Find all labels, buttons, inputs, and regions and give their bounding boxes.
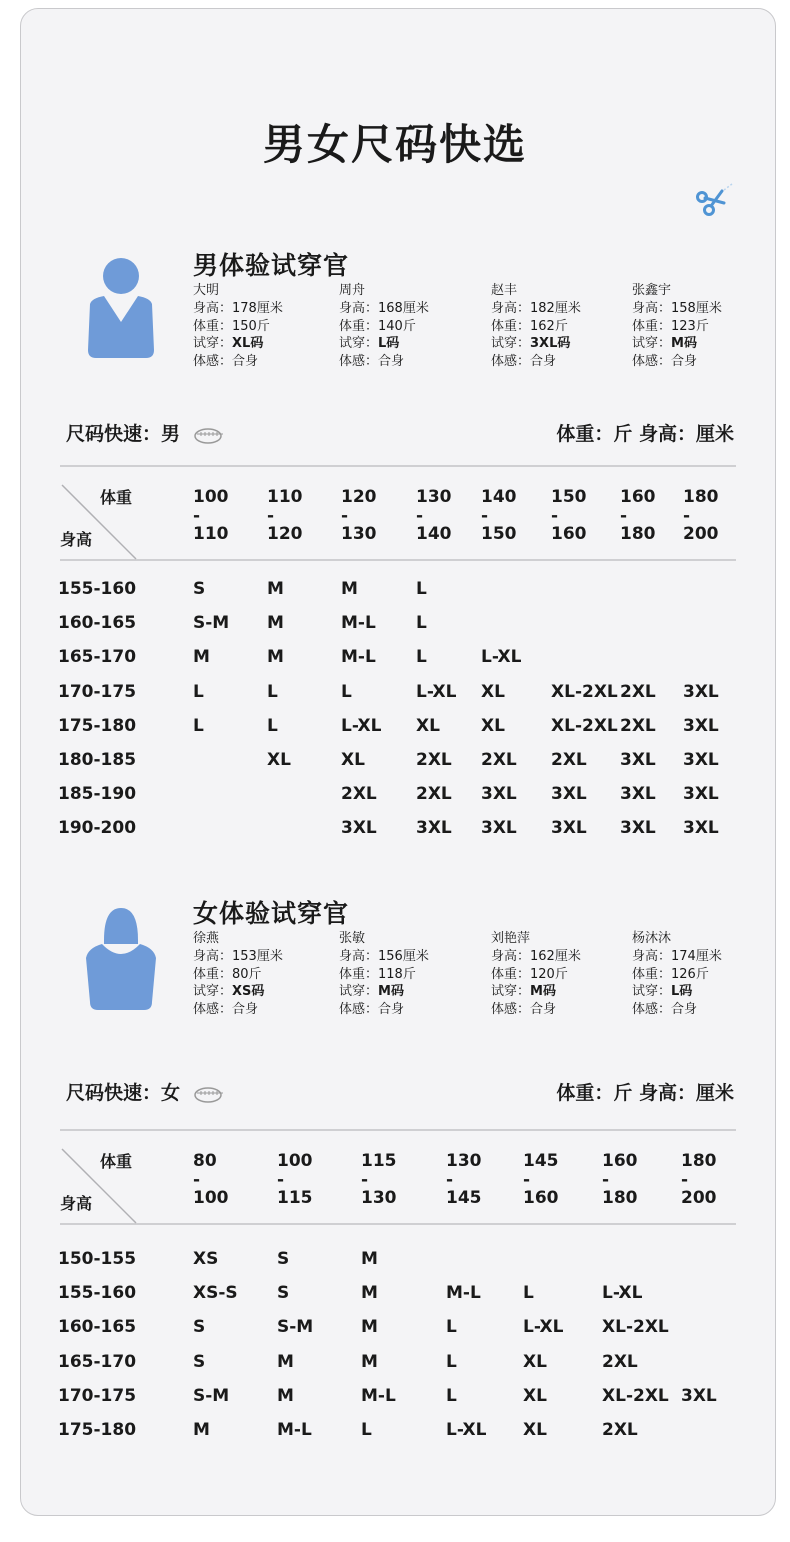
size-cell: 2XL: [416, 750, 452, 770]
size-cell: 2XL: [620, 715, 656, 736]
weight-to: 110: [193, 524, 229, 544]
tester-try-size: [193, 335, 283, 353]
try-prefix: 试穿：: [632, 984, 672, 1000]
tester-height: 身高：156厘米: [339, 948, 429, 964]
weight-dash: -: [446, 1169, 454, 1190]
weight-dash: -: [551, 505, 559, 526]
weight-range-header: [193, 1152, 229, 1208]
weight-dash: -: [193, 505, 201, 526]
weight-from: 180: [683, 487, 719, 507]
weight-to: 160: [551, 524, 587, 544]
weight-to: 140: [416, 524, 452, 544]
size-cell: 3XL: [683, 681, 719, 702]
weight-range-header: [416, 488, 452, 544]
size-cell: M: [193, 1420, 210, 1440]
weight-range-header: [446, 1152, 482, 1208]
weight-to: 120: [267, 524, 303, 544]
weight-range-header: [481, 488, 517, 544]
weight-to: 180: [620, 524, 656, 544]
size-cell: S: [277, 1249, 290, 1269]
try-prefix: 试穿：: [193, 336, 233, 352]
weight-to: 130: [361, 1188, 397, 1208]
tester-weight: 体重：120斤: [491, 966, 568, 982]
tester-name: 大明: [193, 283, 220, 298]
size-cell: XL-2XL: [551, 681, 618, 702]
size-cell: S: [193, 1317, 206, 1338]
height-range-label: 155-160: [58, 579, 137, 599]
weight-to: 160: [523, 1188, 559, 1208]
size-cell: M: [267, 579, 284, 599]
measuring-tape-icon: [193, 1084, 227, 1104]
size-cell: 3XL: [416, 818, 452, 839]
table-top-rule: [60, 465, 736, 467]
weight-range-header: [267, 488, 303, 544]
size-cell: L-XL: [416, 681, 457, 702]
women-quick-row: [0, 1078, 790, 1108]
height-range-label: 180-185: [58, 750, 137, 770]
try-size-value: L码: [671, 984, 693, 1000]
weight-to: 150: [481, 524, 517, 544]
size-cell: 3XL: [683, 750, 719, 770]
tester-try-size: [491, 983, 581, 1001]
size-cell: 3XL: [620, 818, 656, 839]
weight-dash: -: [341, 505, 349, 526]
tester-height: 身高：158厘米: [632, 300, 722, 316]
weight-from: 180: [681, 1151, 717, 1171]
size-cell: XS: [193, 1249, 219, 1269]
weight-to: 145: [446, 1188, 482, 1208]
weight-from: 160: [620, 487, 656, 507]
weight-to: 200: [681, 1188, 717, 1208]
tester-name: 张敏: [339, 931, 366, 946]
weight-from: 130: [446, 1151, 482, 1171]
tester-card: [632, 930, 722, 1019]
tester-feel: 体感：合身: [339, 354, 405, 370]
weight-range-header: [341, 488, 377, 544]
size-cell: M: [361, 1283, 378, 1304]
weight-range-header: [681, 1152, 717, 1208]
size-cell: 2XL: [416, 784, 452, 805]
weight-from: 130: [416, 487, 452, 507]
scissors-icon: [694, 183, 734, 219]
try-size-value: M码: [378, 984, 404, 1000]
female-avatar-icon: [82, 902, 160, 1014]
tester-card: [339, 930, 429, 1019]
tester-feel: 体感：合身: [632, 354, 698, 370]
women-size-table: [60, 1129, 736, 1449]
page-title: 男女尺码快选: [262, 120, 527, 169]
try-prefix: 试穿：: [193, 984, 233, 1000]
size-cell: M: [277, 1385, 294, 1406]
table-header-rule: [60, 1223, 736, 1225]
tester-card: [491, 282, 581, 371]
size-cell: L: [446, 1351, 457, 1372]
tester-feel: 体感：合身: [193, 354, 259, 370]
tester-feel: 体感：合身: [632, 1002, 698, 1018]
size-cell: L: [446, 1317, 457, 1338]
tester-weight: 体重：80斤: [193, 966, 262, 982]
men-units-label: 体重：斤 身高：厘米: [556, 423, 734, 445]
size-cell: L: [193, 715, 204, 736]
tester-name: 刘艳萍: [491, 931, 531, 946]
tester-card: [632, 282, 722, 371]
tester-name: 徐燕: [193, 931, 220, 946]
women-quick-label: 尺码快速：女: [66, 1078, 227, 1105]
weight-range-header: [602, 1152, 638, 1208]
tester-height: 身高：182厘米: [491, 300, 581, 316]
tester-try-size: [491, 335, 581, 353]
size-cell: L-XL: [481, 647, 522, 668]
tester-weight: 体重：126斤: [632, 966, 709, 982]
tester-feel: 体感：合身: [491, 1002, 557, 1018]
size-cell: 3XL: [683, 715, 719, 736]
women-section-title: 女体验试穿官: [193, 899, 350, 928]
size-cell: L-XL: [602, 1283, 643, 1304]
height-range-label: 150-155: [58, 1249, 137, 1269]
tester-weight: 体重：140斤: [339, 318, 416, 334]
tester-try-size: [632, 335, 722, 353]
size-cell: XL-2XL: [602, 1317, 669, 1338]
tester-weight: 体重：150斤: [193, 318, 270, 334]
try-size-value: M码: [671, 336, 697, 352]
size-cell: L-XL: [523, 1317, 564, 1338]
size-cell: 3XL: [551, 784, 587, 805]
male-avatar-icon: [82, 252, 160, 364]
tester-height: 身高：168厘米: [339, 300, 429, 316]
weight-dash: -: [683, 505, 691, 526]
weight-dash: -: [416, 505, 424, 526]
weight-range-header: [361, 1152, 397, 1208]
men-section-title: 男体验试穿官: [193, 251, 350, 280]
size-cell: L-XL: [341, 715, 382, 736]
tester-weight: 体重：162斤: [491, 318, 568, 334]
try-prefix: 试穿：: [339, 336, 379, 352]
try-prefix: 试穿：: [491, 336, 531, 352]
size-cell: 2XL: [602, 1420, 638, 1440]
height-range-label: 170-175: [58, 681, 137, 702]
height-range-label: 155-160: [58, 1283, 137, 1304]
weight-dash: -: [193, 1169, 201, 1190]
weight-range-header: [620, 488, 656, 544]
height-range-label: 175-180: [58, 715, 137, 736]
tester-card: [491, 930, 581, 1019]
size-cell: M-L: [341, 613, 376, 634]
tester-feel: 体感：合身: [491, 354, 557, 370]
size-cell: M: [341, 579, 358, 599]
height-range-label: 185-190: [58, 784, 137, 805]
size-cell: XL: [481, 681, 505, 702]
tester-name: 张鑫宇: [632, 283, 672, 298]
size-cell: M: [267, 647, 284, 668]
weight-to: 130: [341, 524, 377, 544]
size-cell: M-L: [361, 1385, 396, 1406]
table-header-rule: [60, 559, 736, 561]
size-cell: L: [267, 681, 278, 702]
weight-from: 100: [193, 487, 229, 507]
weight-from: 120: [341, 487, 377, 507]
size-cell: 2XL: [620, 681, 656, 702]
try-size-value: XL码: [232, 336, 264, 352]
tester-height: 身高：174厘米: [632, 948, 722, 964]
size-cell: XL-2XL: [602, 1385, 669, 1406]
size-cell: 2XL: [602, 1351, 638, 1372]
weight-to: 200: [683, 524, 719, 544]
size-cell: L: [416, 647, 427, 668]
tester-try-size: [193, 983, 283, 1001]
height-range-label: 190-200: [58, 818, 137, 839]
size-cell: M-L: [277, 1420, 312, 1440]
weight-from: 110: [267, 487, 303, 507]
size-cell: 3XL: [481, 784, 517, 805]
men-quick-label: 尺码快速：男: [66, 419, 227, 446]
tester-feel: 体感：合身: [339, 1002, 405, 1018]
weight-dash: -: [620, 505, 628, 526]
size-cell: L: [416, 579, 427, 599]
women-units-label: 体重：斤 身高：厘米: [556, 1082, 734, 1104]
size-cell: M-L: [446, 1283, 481, 1304]
size-cell: S-M: [193, 613, 230, 634]
weight-dash: -: [681, 1169, 689, 1190]
height-range-label: 165-170: [58, 647, 137, 668]
size-cell: L: [523, 1283, 534, 1304]
size-cell: 3XL: [481, 818, 517, 839]
size-cell: XL: [523, 1385, 547, 1406]
try-prefix: 试穿：: [339, 984, 379, 1000]
tester-weight: 体重：123斤: [632, 318, 709, 334]
height-range-label: 160-165: [58, 1317, 137, 1338]
try-size-value: M码: [530, 984, 556, 1000]
size-cell: M-L: [341, 647, 376, 668]
size-cell: XS-S: [193, 1283, 238, 1304]
height-range-label: 160-165: [58, 613, 137, 634]
weight-range-header: [551, 488, 587, 544]
try-prefix: 试穿：: [632, 336, 672, 352]
weight-dash: -: [277, 1169, 285, 1190]
size-cell: S: [277, 1283, 290, 1304]
corner-weight-label: 体重: [100, 1152, 133, 1171]
measuring-tape-icon: [193, 425, 227, 445]
weight-from: 160: [602, 1151, 638, 1171]
tester-height: 身高：162厘米: [491, 948, 581, 964]
men-size-table: [60, 465, 736, 845]
size-cell: L: [267, 715, 278, 736]
height-range-label: 170-175: [58, 1385, 137, 1406]
size-cell: 3XL: [683, 818, 719, 839]
tester-try-size: [339, 335, 429, 353]
size-cell: L: [193, 681, 204, 702]
size-cell: 3XL: [341, 818, 377, 839]
size-cell: M: [361, 1317, 378, 1338]
size-cell: L: [416, 613, 427, 634]
tester-weight: 体重：118斤: [339, 966, 416, 982]
size-cell: M: [193, 647, 210, 668]
corner-height-label: 身高: [60, 1194, 93, 1213]
tester-card: [193, 282, 283, 371]
weight-from: 145: [523, 1151, 559, 1171]
size-cell: L: [446, 1385, 457, 1406]
tester-card: [339, 282, 429, 371]
tester-name: 杨沐沐: [632, 931, 672, 946]
try-size-value: L码: [378, 336, 400, 352]
size-cell: 2XL: [551, 750, 587, 770]
weight-dash: -: [523, 1169, 531, 1190]
size-cell: S: [193, 1351, 206, 1372]
men-quick-row: [0, 419, 790, 449]
tester-try-size: [339, 983, 429, 1001]
size-cell: 3XL: [681, 1385, 717, 1406]
size-cell: XL: [481, 715, 505, 736]
size-cell: S-M: [277, 1317, 314, 1338]
size-cell: XL: [267, 750, 291, 770]
weight-from: 150: [551, 487, 587, 507]
size-cell: 2XL: [481, 750, 517, 770]
size-cell: 3XL: [620, 784, 656, 805]
try-size-value: XS码: [232, 984, 265, 1000]
size-cell: M: [361, 1249, 378, 1269]
weight-from: 80: [193, 1151, 217, 1171]
size-cell: 3XL: [620, 750, 656, 770]
tester-try-size: [632, 983, 722, 1001]
size-cell: XL: [523, 1420, 547, 1440]
size-cell: S-M: [193, 1385, 230, 1406]
weight-to: 100: [193, 1188, 229, 1208]
size-cell: XL: [523, 1351, 547, 1372]
corner-weight-label: 体重: [100, 488, 133, 507]
weight-to: 180: [602, 1188, 638, 1208]
weight-range-header: [683, 488, 719, 544]
try-size-value: 3XL码: [530, 336, 571, 352]
size-cell: M: [361, 1351, 378, 1372]
weight-dash: -: [481, 505, 489, 526]
size-cell: M: [267, 613, 284, 634]
size-cell: L: [361, 1420, 372, 1440]
height-range-label: 175-180: [58, 1420, 137, 1440]
tester-name: 周舟: [339, 283, 366, 298]
height-range-label: 165-170: [58, 1351, 137, 1372]
size-cell: XL: [341, 750, 365, 770]
tester-height: 身高：153厘米: [193, 948, 283, 964]
size-cell: 2XL: [341, 784, 377, 805]
weight-to: 115: [277, 1188, 313, 1208]
tester-feel: 体感：合身: [193, 1002, 259, 1018]
size-cell: S: [193, 579, 206, 599]
weight-range-header: [277, 1152, 313, 1208]
table-top-rule: [60, 1129, 736, 1131]
size-cell: L-XL: [446, 1420, 487, 1440]
weight-range-header: [523, 1152, 559, 1208]
weight-dash: -: [361, 1169, 369, 1190]
size-cell: L: [341, 681, 352, 702]
size-cell: 3XL: [551, 818, 587, 839]
size-cell: XL-2XL: [551, 715, 618, 736]
size-cell: 3XL: [683, 784, 719, 805]
weight-range-header: [193, 488, 229, 544]
weight-dash: -: [267, 505, 275, 526]
corner-height-label: 身高: [60, 530, 93, 549]
weight-dash: -: [602, 1169, 610, 1190]
weight-from: 100: [277, 1151, 313, 1171]
size-cell: M: [277, 1351, 294, 1372]
size-cell: XL: [416, 715, 440, 736]
tester-height: 身高：178厘米: [193, 300, 283, 316]
weight-from: 115: [361, 1151, 397, 1171]
try-prefix: 试穿：: [491, 984, 531, 1000]
weight-from: 140: [481, 487, 517, 507]
tester-card: [193, 930, 283, 1019]
tester-name: 赵丰: [491, 283, 518, 298]
